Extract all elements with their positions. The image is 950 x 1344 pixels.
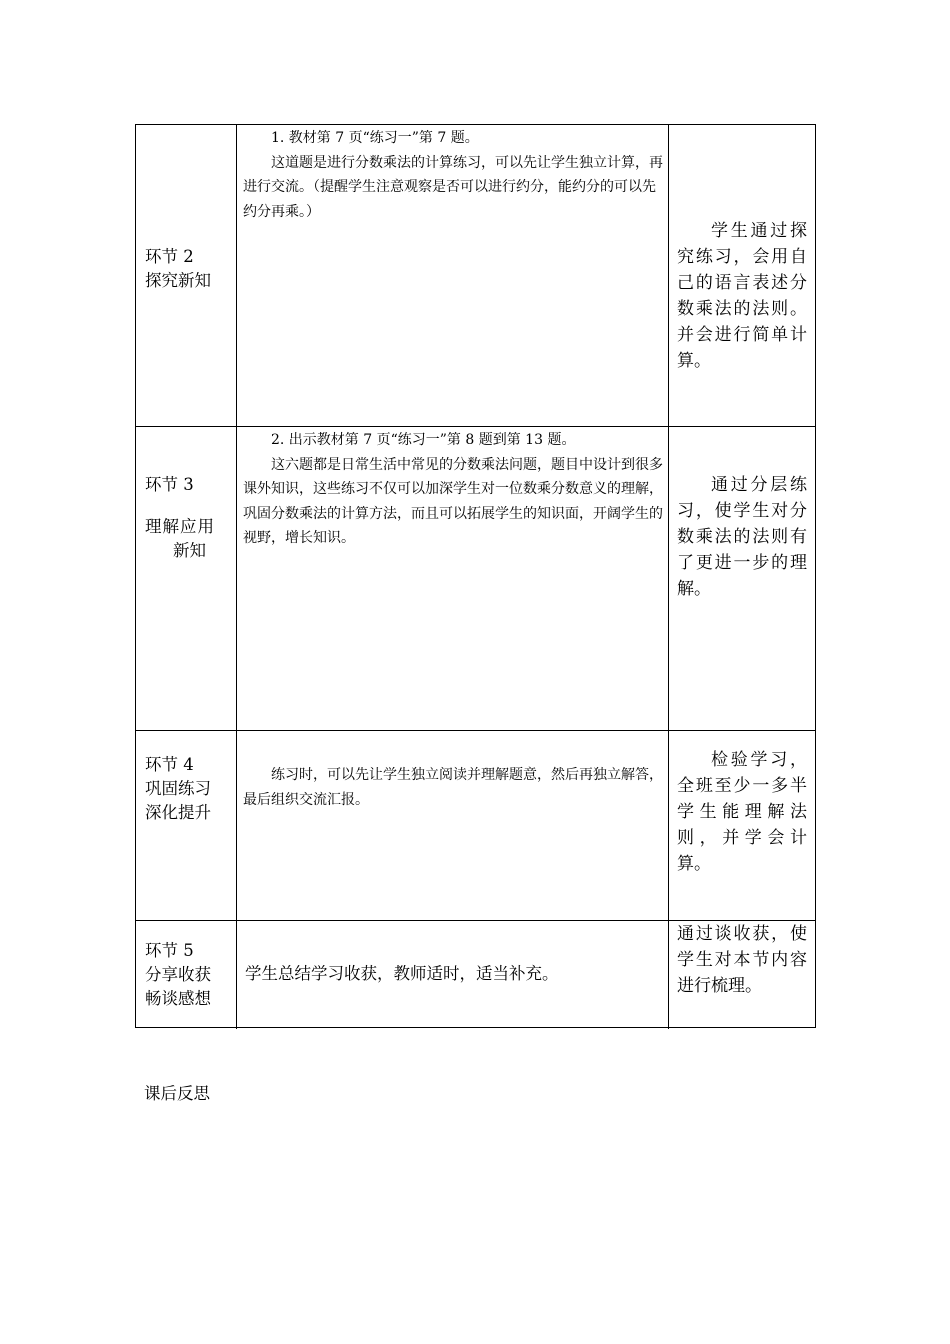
purpose-cell <box>669 125 815 426</box>
purpose-text: 通过分层练习，使学生对分数乘法的法则有了更进一步的理解。 <box>677 475 807 599</box>
table-row <box>136 427 815 731</box>
stage-label: 环节 4 巩固练习 深化提升 <box>145 755 211 822</box>
post-class-reflection-heading: 课后反思 <box>144 1084 210 1103</box>
stage-cell <box>136 921 237 1029</box>
activity-cell <box>237 731 669 920</box>
purpose-text: 学生通过探究练习，会用自己的语言表述分数乘法的法则。并会进行简单计算。 <box>677 221 807 371</box>
stage-label: 环节 2 探究新知 <box>145 247 211 290</box>
table-row <box>136 921 815 1029</box>
stage-label: 环节 3 理解应用 新知 <box>145 475 215 560</box>
activity-heading: 2. 出示教材第 7 页“练习一”第 8 题到第 13 题。 <box>271 432 576 448</box>
activity-text: 这六题都是日常生活中常见的分数乘法问题，题目中设计到很多课外知识，这些练习不仅可以加深学生对一位数乘分数意义的理解，巩固分数乘法的计算方法，而且可以拓展学生的知识面，开阔学生的视野，增长知识。 <box>243 456 663 546</box>
stage-cell <box>136 427 237 730</box>
stage-cell <box>136 125 237 426</box>
activity-cell <box>237 125 669 426</box>
lesson-plan-table <box>135 124 816 1028</box>
activity-cell <box>237 921 669 1029</box>
purpose-cell <box>669 427 815 730</box>
purpose-cell <box>669 731 815 920</box>
purpose-text: 检验学习，全班至少一多半学生能理解法则，并学会计算。 <box>677 750 807 874</box>
activity-cell <box>237 427 669 730</box>
activity-text: 练习时，可以先让学生独立阅读并理解题意，然后再独立解答，最后组织交流汇报。 <box>243 767 663 808</box>
activity-heading: 1. 教材第 7 页“练习一”第 7 题。 <box>271 130 479 146</box>
table-row <box>136 125 815 427</box>
purpose-cell <box>669 921 815 1029</box>
activity-text: 学生总结学习收获，教师适时，适当补充。 <box>245 964 559 983</box>
activity-text: 这道题是进行分数乘法的计算练习，可以先让学生独立计算，再进行交流。（提醒学生注意观察是否可以进行约分，能约分的可以先约分再乘。） <box>243 154 663 220</box>
purpose-text: 通过谈收获，使学生对本节内容进行梳理。 <box>677 924 807 996</box>
stage-cell <box>136 731 237 920</box>
stage-label: 环节 5 分享收获 畅谈感想 <box>145 941 211 1008</box>
table-row <box>136 731 815 921</box>
